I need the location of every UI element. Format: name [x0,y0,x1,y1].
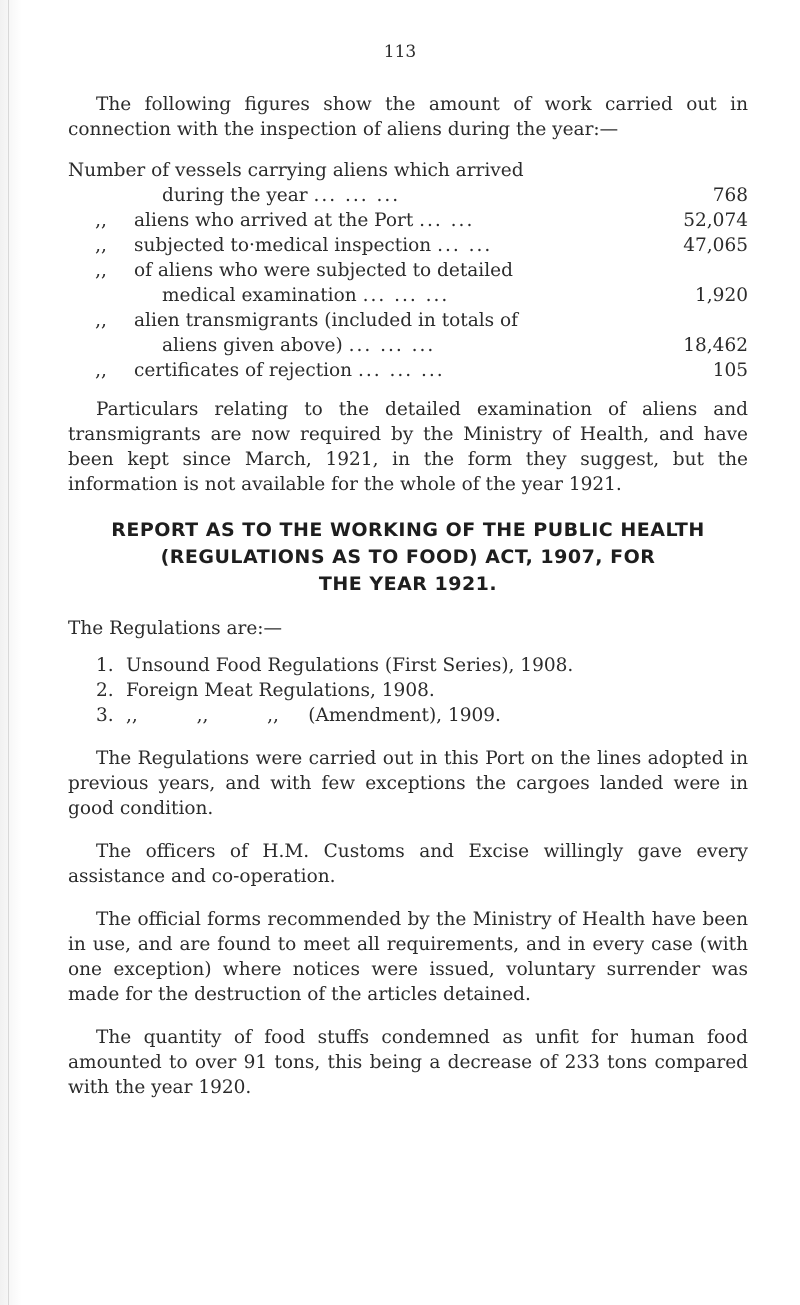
leader-dots: ... ... ... [358,360,445,381]
regulations-intro: The Regulations are:— [68,618,282,639]
stat-value: 768 [712,185,748,206]
intro-paragraph: The following figures show the amount of work carried out in connection with the inspection of aliens during the year:— [68,94,748,140]
paragraph-customs-officers: The officers of H.M. Customs and Excise willingly gave every assistance and co-operation. [68,841,748,887]
regulation-text: Unsound Food Regulations (First Series), 1908. [126,655,574,676]
particulars-paragraph: Particulars relating to the detailed examination of aliens and transmigrants are now required by the Ministry of Health, and have been kept since March, 1921, in the form they suggest, but the information is not available for the whole of the year 1921. [68,399,748,495]
paragraph-food-condemned: The quantity of food stuffs condemned as unfit for human food amounted to over 91 tons, this being a decrease of 233 tons compared with the year 1920. [68,1027,748,1098]
page-edge-line [8,0,9,1305]
stat-value: 47,065 [683,235,748,256]
leader-dots: ... ... [419,210,475,231]
stat-value: 105 [712,360,748,381]
paragraph-official-forms: The official forms recommended by the Ministry of Health have been in use, and are found to meet all requirements, and in every case (with one exception) where notices were issued, voluntary surrender was made for the destruction of the articles detained. [68,909,748,1005]
stat-label-continued: medical examination [162,285,357,306]
leader-dots: ... ... ... [362,285,450,306]
section-heading [68,517,748,598]
ditto-mark: ,, [95,260,107,281]
stat-label: subjected to·medical inspection [134,235,432,256]
stat-label: aliens who arrived at the Port [134,210,414,231]
page-number: 113 [383,42,417,62]
heading-line-2: (REGULATIONS AS TO FOOD) ACT, 1907, FOR [160,546,656,568]
ditto-mark: ,, [95,360,107,381]
paragraph-regulations-carried-out: The Regulations were carried out in this Port on the lines adopted in previous years, and with few exceptions the cargoes landed were in good condition. [68,748,748,819]
stat-label: of aliens who were subjected to detailed [134,260,513,281]
stat-label: certificates of rejection [134,360,353,381]
regulation-number: 1. [96,655,114,676]
regulation-number: 3. [96,705,114,726]
regulation-item [96,703,748,728]
stat-row-aliens-arrived [68,208,748,233]
regulation-text: Foreign Meat Regulations, 1908. [126,680,435,701]
regulation-text: ,, ,, ,, (Amendment), 1909. [126,705,501,726]
stat-value: 1,920 [695,285,748,306]
page-edge-shadow [0,0,22,1305]
stat-value: 52,074 [683,210,748,231]
heading-line-1: REPORT AS TO THE WORKING OF THE PUBLIC HEALTH [111,519,705,541]
stat-label: alien transmigrants (included in totals of [134,310,519,331]
heading-line-3: THE YEAR 1921. [318,573,498,595]
leader-dots: ... ... ... [313,185,401,206]
leader-dots: ... ... ... [348,335,436,356]
leader-dots: ... ... [437,235,493,256]
regulation-item [96,678,748,703]
ditto-mark: ,, [95,310,107,331]
stat-label-continued: during the year [162,185,308,206]
aliens-statistics [68,158,748,383]
regulation-item [96,653,748,678]
regulations-list [68,653,748,728]
regulation-number: 2. [96,680,114,701]
ditto-mark: ,, [95,235,107,256]
stat-row-rejection-certificates [68,358,748,383]
stat-row-vessels [68,158,748,208]
stat-label-continued: aliens given above) [162,335,343,356]
stat-row-transmigrants [68,308,748,358]
stat-row-detailed-examination [68,258,748,308]
document-page [68,92,748,1100]
ditto-mark: ,, [95,210,107,231]
stat-label: Number of vessels carrying aliens which arrived [68,160,524,181]
stat-row-medical-inspection [68,233,748,258]
stat-value: 18,462 [683,335,748,356]
